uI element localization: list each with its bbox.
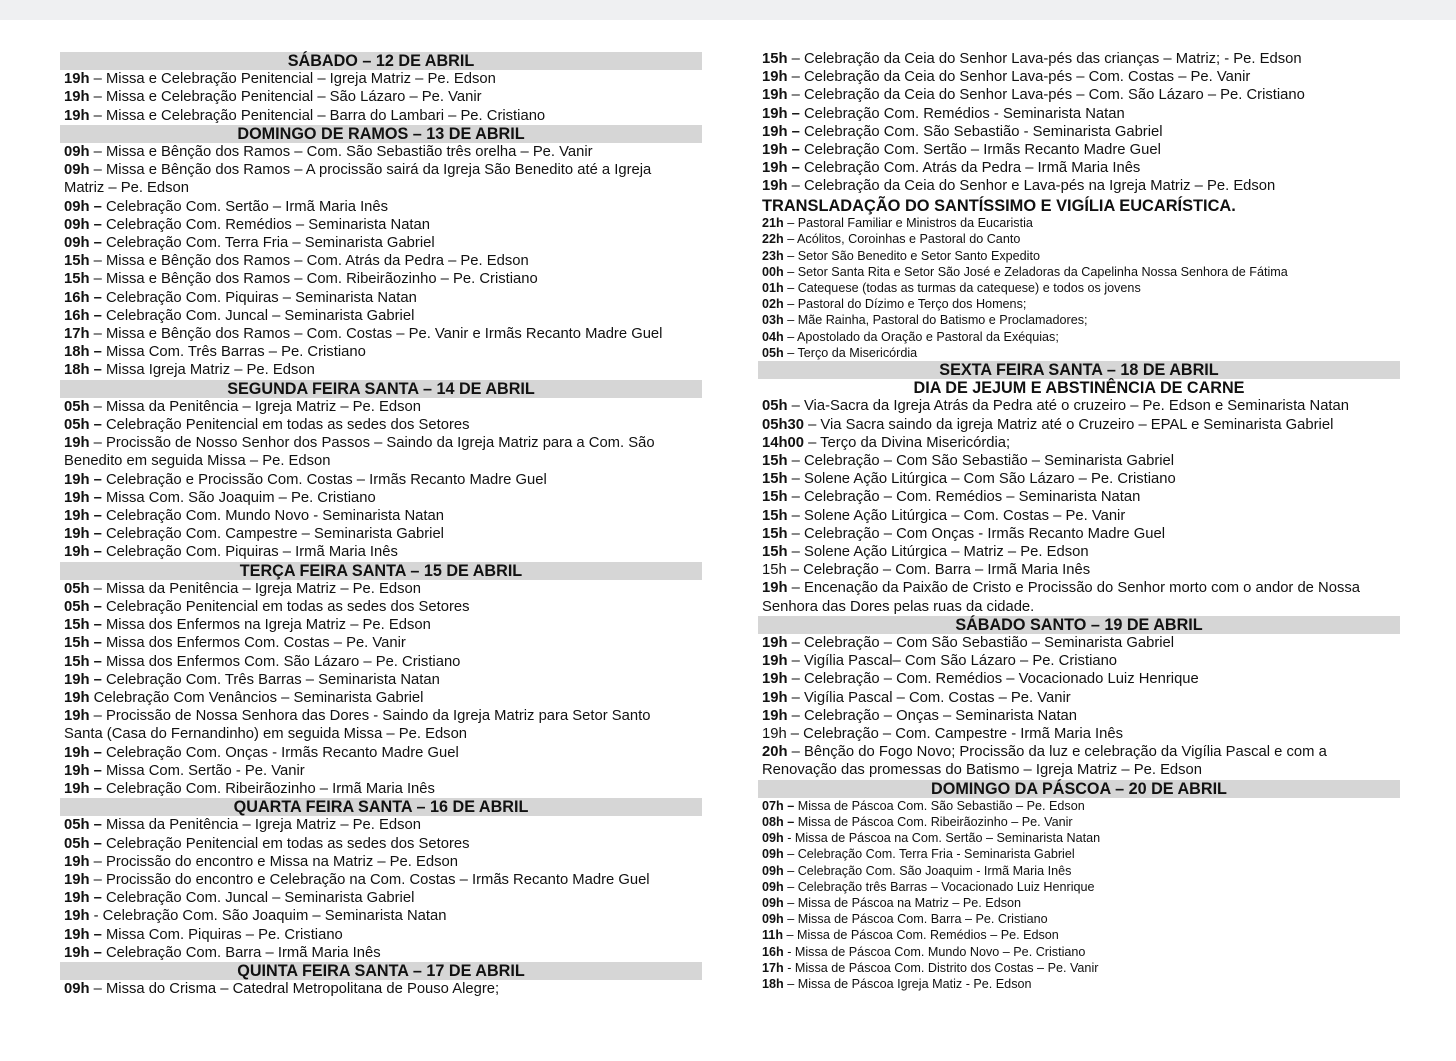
schedule-item bbox=[762, 397, 1400, 415]
schedule-time: 15h bbox=[762, 471, 788, 488]
schedule-time: 09h bbox=[64, 981, 90, 998]
schedule-item bbox=[762, 743, 1400, 761]
schedule-time: 15h bbox=[762, 543, 788, 560]
schedule-time: 18h – bbox=[64, 344, 102, 361]
schedule-time: 09h bbox=[762, 847, 784, 862]
schedule-time: 19h bbox=[64, 690, 90, 706]
schedule-item bbox=[762, 707, 1400, 725]
schedule-time: 09h bbox=[762, 879, 784, 894]
schedule-text: Celebração Com. Sertão – Irmãs Recanto Madre Guel bbox=[799, 142, 1161, 158]
schedule-time: 19h – bbox=[64, 526, 102, 543]
schedule-item bbox=[64, 835, 702, 853]
schedule-text: – Pastoral do Dízimo e Terço dos Homens; bbox=[783, 297, 1027, 312]
schedule-item bbox=[762, 177, 1400, 195]
schedule-time: 15h bbox=[762, 525, 788, 542]
schedule-text: Celebração Com. Três Barras – Seminarista Natan bbox=[101, 671, 440, 688]
schedule-item bbox=[762, 976, 1400, 992]
schedule-time: 15h bbox=[762, 51, 788, 67]
schedule-time: 11h bbox=[762, 928, 784, 943]
schedule-item bbox=[762, 105, 1400, 123]
schedule-item bbox=[64, 252, 702, 270]
schedule-text: – Mãe Rainha, Pastoral do Batismo e Proclamadores; bbox=[783, 313, 1088, 328]
schedule-item bbox=[64, 780, 702, 798]
schedule-text: Missa de Páscoa Com. Ribeirãozinho – Pe. Vanir bbox=[794, 814, 1073, 829]
schedule-item bbox=[762, 416, 1400, 434]
schedule-time: 09h bbox=[64, 144, 90, 160]
schedule-time: 19h bbox=[762, 178, 788, 195]
schedule-item bbox=[64, 361, 702, 379]
schedule-text: Celebração Com. Juncal – Seminarista Gabriel bbox=[101, 890, 415, 907]
schedule-time: 19h bbox=[64, 708, 90, 725]
schedule-item bbox=[762, 452, 1400, 470]
schedule-time: 19h – bbox=[64, 926, 102, 943]
schedule-time: 15h – bbox=[64, 635, 102, 652]
schedule-item bbox=[762, 830, 1400, 846]
schedule-item bbox=[64, 907, 702, 925]
schedule-text: – Pastoral Familiar e Ministros da Eucaristia bbox=[783, 216, 1033, 231]
schedule-text: – Celebração três Barras – Vocacionado Luiz Henrique bbox=[783, 879, 1095, 894]
schedule-time: 19h – bbox=[64, 890, 102, 907]
schedule-text: Senhora das Dores pelas ruas da cidade. bbox=[762, 598, 1035, 615]
schedule-item bbox=[762, 561, 1400, 579]
schedule-time: 19h bbox=[762, 653, 788, 670]
schedule-text: Missa dos Enfermos na Igreja Matriz – Pe. Edson bbox=[101, 617, 431, 634]
schedule-text: – Catequese (todas as turmas da catequese) e todos os jovens bbox=[783, 280, 1141, 295]
schedule-time: 05h bbox=[762, 345, 784, 360]
schedule-item bbox=[64, 452, 702, 470]
schedule-item bbox=[64, 634, 702, 652]
schedule-text: – Celebração Com. São Joaquim - Irmã Maria Inês bbox=[783, 863, 1072, 878]
schedule-item bbox=[64, 416, 702, 434]
schedule-text: Missa de Páscoa Com. São Sebastião – Pe. Edson bbox=[794, 798, 1085, 813]
schedule-text: – Missa do Crisma – Catedral Metropolitana de Pouso Alegre; bbox=[89, 981, 500, 998]
schedule-item bbox=[762, 895, 1400, 911]
schedule-text: Celebração Com. São Sebastião - Seminarista Gabriel bbox=[799, 123, 1163, 140]
schedule-item bbox=[762, 434, 1400, 452]
schedule-time: 19h bbox=[762, 634, 788, 651]
schedule-item bbox=[64, 88, 702, 106]
schedule-item bbox=[762, 846, 1400, 862]
section-header-sabado-santo-19-de-abril: SÁBADO SANTO – 19 DE ABRIL bbox=[758, 616, 1400, 634]
schedule-item bbox=[64, 926, 702, 944]
schedule-time: 19h bbox=[64, 71, 90, 88]
schedule-text: – Terço da Divina Misericórdia; bbox=[803, 434, 1011, 451]
schedule-text: – Celebração da Ceia do Senhor Lava-pés das crianças – Matriz; - Pe. Edson bbox=[787, 51, 1302, 67]
schedule-time: 15h bbox=[762, 452, 788, 469]
schedule-text: – Vigília Pascal– Com São Lázaro – Pe. Cristiano bbox=[787, 653, 1118, 670]
schedule-item bbox=[762, 141, 1400, 159]
schedule-text: – Celebração – Com São Sebastião – Seminarista Gabriel bbox=[787, 452, 1175, 469]
schedule-text: – Missa de Páscoa Com. Barra – Pe. Cristiano bbox=[783, 912, 1048, 927]
schedule-time: 05h bbox=[64, 398, 90, 415]
schedule-text: Matriz – Pe. Edson bbox=[64, 180, 190, 197]
schedule-item bbox=[762, 725, 1400, 743]
schedule-item bbox=[762, 960, 1400, 976]
section-header-dia-de-jejum-e-abstinencia-de-carne: DIA DE JEJUM E ABSTINÊNCIA DE CARNE bbox=[913, 379, 1245, 398]
schedule-text: – Celebração da Ceia do Senhor Lava-pés – Com. São Lázaro – Pe. Cristiano bbox=[787, 87, 1305, 104]
schedule-text: Celebração Com. Terra Fria – Seminarista Gabriel bbox=[101, 235, 435, 251]
schedule-text: Celebração Com. Piquiras – Seminarista Natan bbox=[101, 289, 417, 306]
schedule-time: 18h – bbox=[64, 362, 102, 379]
schedule-time: 19h bbox=[64, 908, 90, 925]
schedule-text: – Celebração – Com Onças - Irmãs Recanto Madre Guel bbox=[787, 525, 1165, 542]
schedule-text: Missa dos Enfermos Com. Costas – Pe. Vanir bbox=[101, 635, 406, 652]
schedule-item bbox=[64, 70, 702, 88]
schedule-time: 20h bbox=[762, 744, 788, 761]
schedule-text: – Bênção do Fogo Novo; Procissão da luz e celebração da Vigília Pascal e com a bbox=[787, 744, 1327, 761]
schedule-text: - Missa de Páscoa na Com. Sertão – Seminarista Natan bbox=[783, 831, 1101, 846]
schedule-item bbox=[762, 579, 1400, 597]
schedule-item bbox=[762, 652, 1400, 670]
section-header-segunda-feira-santa-14-de-abril: SEGUNDA FEIRA SANTA – 14 DE ABRIL bbox=[60, 380, 702, 398]
schedule-time: 05h bbox=[762, 398, 788, 415]
schedule-text: – Procissão do encontro e Missa na Matriz – Pe. Edson bbox=[89, 853, 458, 870]
schedule-item bbox=[762, 911, 1400, 927]
schedule-time: 19h bbox=[64, 853, 90, 870]
schedule-time: 19h – bbox=[64, 762, 102, 779]
schedule-item bbox=[762, 525, 1400, 543]
schedule-item bbox=[64, 598, 702, 616]
schedule-text: – Terço da Misericórdia bbox=[783, 345, 918, 360]
schedule-text: Benedito em seguida Missa – Pe. Edson bbox=[64, 453, 331, 470]
section-header-domingo-da-pascoa-20-de-abril: DOMINGO DA PÁSCOA – 20 DE ABRIL bbox=[758, 780, 1400, 798]
schedule-text: Celebração Com Venâncios – Seminarista Gabriel bbox=[89, 690, 424, 706]
schedule-time: 19h bbox=[762, 689, 788, 706]
schedule-text: Missa Com. Três Barras – Pe. Cristiano bbox=[101, 344, 366, 361]
section-header-sexta-feira-santa-18-de-abril: SEXTA FEIRA SANTA – 18 DE ABRIL bbox=[758, 361, 1400, 379]
schedule-item bbox=[762, 248, 1400, 264]
schedule-item bbox=[762, 879, 1400, 895]
schedule-item bbox=[64, 307, 702, 325]
schedule-text: – Missa de Páscoa Igreja Matiz - Pe. Edson bbox=[783, 976, 1032, 991]
schedule-item bbox=[64, 944, 702, 962]
schedule-time: 07h – bbox=[762, 798, 795, 813]
schedule-text: Celebração Penitencial em todas as sedes dos Setores bbox=[101, 835, 470, 852]
schedule-time: 16h – bbox=[64, 289, 102, 306]
vigil-title: TRANSLADAÇÃO DO SANTÍSSIMO E VIGÍLIA EUCARÍSTICA. bbox=[762, 196, 1236, 215]
schedule-item bbox=[762, 689, 1400, 707]
schedule-time: 09h – bbox=[64, 198, 102, 215]
schedule-item bbox=[64, 179, 702, 197]
schedule-item bbox=[762, 215, 1400, 231]
schedule-item bbox=[762, 86, 1400, 104]
schedule-time: 09h bbox=[762, 863, 784, 878]
schedule-time: 09h – bbox=[64, 216, 102, 233]
schedule-item bbox=[762, 329, 1400, 345]
schedule-text: – Celebração – Com São Sebastião – Seminarista Gabriel bbox=[787, 634, 1175, 651]
schedule-time: 19h – bbox=[64, 544, 102, 561]
schedule-item bbox=[762, 68, 1400, 86]
schedule-item bbox=[762, 761, 1400, 779]
schedule-text: – Celebração Com. Terra Fria - Seminarista Gabriel bbox=[783, 847, 1075, 862]
schedule-time: 05h bbox=[64, 580, 90, 597]
schedule-time: 09h – bbox=[64, 235, 102, 251]
schedule-time: 19h – bbox=[762, 142, 800, 158]
schedule-time: 19h – bbox=[64, 508, 102, 524]
schedule-text: – Celebração – Com. Remédios – Seminarista Natan bbox=[787, 489, 1141, 506]
schedule-item bbox=[64, 107, 702, 125]
schedule-text: Celebração Com. Atrás da Pedra – Irmã Maria Inês bbox=[799, 160, 1141, 177]
schedule-item bbox=[64, 489, 702, 507]
schedule-text: – Procissão de Nossa Senhora das Dores - Saindo da Igreja Matriz para Setor Santo bbox=[89, 708, 651, 725]
schedule-time: 09h bbox=[64, 162, 90, 179]
schedule-item bbox=[64, 234, 702, 252]
schedule-time: 01h bbox=[762, 280, 784, 295]
schedule-text: – Via Sacra saindo da igreja Matriz até o Cruzeiro – EPAL e Seminarista Gabriel bbox=[803, 416, 1334, 433]
schedule-item bbox=[762, 488, 1400, 506]
schedule-text: – Celebração da Ceia do Senhor e Lava-pés na Igreja Matriz – Pe. Edson bbox=[787, 178, 1276, 195]
section-header-sabado-12-de-abril: SÁBADO – 12 DE ABRIL bbox=[60, 52, 702, 70]
schedule-time: 03h bbox=[762, 313, 784, 328]
schedule-time: 22h bbox=[762, 232, 784, 247]
schedule-time: 05h – bbox=[64, 599, 102, 615]
schedule-time: 15h – bbox=[64, 653, 102, 670]
schedule-time: 05h – bbox=[64, 835, 102, 852]
schedule-item bbox=[762, 798, 1400, 814]
schedule-time: 19h – bbox=[64, 781, 102, 797]
schedule-time: 15h – bbox=[64, 617, 102, 634]
schedule-time: 19h bbox=[64, 435, 90, 452]
schedule-item bbox=[64, 980, 702, 998]
schedule-text: – Missa e Bênção dos Ramos – Com. Costas – Pe. Vanir e Irmãs Recanto Madre Guel bbox=[89, 326, 663, 342]
schedule-time: 14h00 bbox=[762, 434, 804, 451]
schedule-time: 09h bbox=[762, 912, 784, 927]
schedule-text: – Procissão do encontro e Celebração na Com. Costas – Irmãs Recanto Madre Guel bbox=[89, 872, 650, 888]
schedule-text: Missa dos Enfermos Com. São Lázaro – Pe. Cristiano bbox=[101, 653, 461, 670]
schedule-item bbox=[762, 670, 1400, 688]
schedule-item bbox=[762, 634, 1400, 652]
schedule-time: 09h bbox=[762, 895, 784, 910]
schedule-time: 15h bbox=[762, 507, 788, 524]
schedule-time: 19h bbox=[762, 580, 788, 597]
schedule-time: 15h bbox=[64, 253, 90, 270]
schedule-time: 19h – bbox=[64, 489, 102, 506]
schedule-text: 19h – Celebração – Com. Campestre - Irmã Maria Inês bbox=[762, 725, 1124, 742]
schedule-text: – Celebração – Com. Remédios – Vocacionado Luiz Henrique bbox=[787, 671, 1199, 688]
schedule-item bbox=[64, 343, 702, 361]
schedule-item bbox=[762, 159, 1400, 177]
schedule-time: 04h bbox=[762, 329, 784, 344]
schedule-time: 17h bbox=[762, 960, 784, 975]
schedule-time: 19h – bbox=[762, 123, 800, 140]
schedule-text: Missa Com. São Joaquim – Pe. Cristiano bbox=[101, 489, 376, 506]
schedule-text: – Vigília Pascal – Com. Costas – Pe. Vanir bbox=[787, 689, 1071, 706]
schedule-item bbox=[762, 543, 1400, 561]
schedule-text: - Missa de Páscoa Com. Distrito dos Costas – Pe. Vanir bbox=[783, 960, 1099, 975]
schedule-item bbox=[64, 398, 702, 416]
schedule-time: 19h bbox=[762, 707, 788, 724]
schedule-item bbox=[64, 744, 702, 762]
schedule-time: 16h – bbox=[64, 307, 102, 324]
schedule-item bbox=[762, 264, 1400, 280]
schedule-text: Celebração e Procissão Com. Costas – Irmãs Recanto Madre Guel bbox=[101, 471, 547, 488]
schedule-item bbox=[64, 289, 702, 307]
schedule-item bbox=[762, 345, 1400, 361]
schedule-time: 05h30 bbox=[762, 416, 804, 433]
schedule-item bbox=[64, 871, 702, 889]
schedule-text: Celebração Penitencial em todas as sedes dos Setores bbox=[101, 417, 470, 433]
schedule-text: – Missa de Páscoa Com. Remédios – Pe. Edson bbox=[783, 928, 1059, 943]
schedule-time: 05h – bbox=[64, 417, 102, 433]
schedule-time: 09h bbox=[762, 831, 784, 846]
schedule-time: 21h bbox=[762, 216, 784, 231]
schedule-text: Missa Igreja Matriz – Pe. Edson bbox=[101, 362, 315, 379]
schedule-item bbox=[64, 143, 702, 161]
schedule-text: – Celebração – Onças – Seminarista Natan bbox=[787, 707, 1078, 724]
schedule-time: 19h – bbox=[64, 744, 102, 761]
schedule-time: 19h bbox=[64, 107, 90, 124]
schedule-text: – Acólitos, Coroinhas e Pastoral do Canto bbox=[783, 232, 1021, 247]
top-bar bbox=[0, 0, 1456, 20]
schedule-item bbox=[64, 198, 702, 216]
schedule-time: 19h bbox=[762, 87, 788, 104]
schedule-time: 19h – bbox=[64, 471, 102, 488]
schedule-text: – Missa e Celebração Penitencial – Barra do Lambari – Pe. Cristiano bbox=[89, 107, 546, 124]
schedule-text: – Setor Santa Rita e Setor São José e Zeladoras da Capelinha Nossa Senhora de Fátima bbox=[783, 264, 1288, 279]
schedule-time: 23h bbox=[762, 248, 784, 263]
schedule-item bbox=[64, 707, 702, 725]
schedule-text: Missa Com. Piquiras – Pe. Cristiano bbox=[101, 926, 343, 943]
schedule-text: – Celebração da Ceia do Senhor Lava-pés – Com. Costas – Pe. Vanir bbox=[787, 69, 1251, 86]
schedule-time: 19h bbox=[762, 671, 788, 688]
schedule-item bbox=[64, 507, 702, 525]
schedule-time: 18h bbox=[762, 976, 784, 991]
schedule-text: Celebração Com. Ribeirãozinho – Irmã Maria Inês bbox=[101, 781, 435, 797]
schedule-time: 02h bbox=[762, 297, 784, 312]
schedule-text: Celebração Com. Juncal – Seminarista Gabriel bbox=[101, 307, 415, 324]
schedule-text: – Missa e Celebração Penitencial – Igreja Matriz – Pe. Edson bbox=[89, 71, 496, 88]
schedule-item bbox=[762, 123, 1400, 141]
schedule-item bbox=[762, 280, 1400, 296]
schedule-item bbox=[64, 471, 702, 489]
schedule-text: – Missa da Penitência – Igreja Matriz – Pe. Edson bbox=[89, 398, 421, 415]
schedule-text: Celebração Penitencial em todas as sedes dos Setores bbox=[101, 599, 470, 615]
schedule-item bbox=[762, 944, 1400, 960]
schedule-item bbox=[64, 889, 702, 907]
schedule-time: 15h bbox=[64, 271, 90, 288]
schedule-time: 19h – bbox=[64, 671, 102, 688]
schedule-item bbox=[64, 671, 702, 689]
schedule-text: Missa Com. Sertão - Pe. Vanir bbox=[101, 762, 305, 779]
schedule-item bbox=[762, 507, 1400, 525]
schedule-item bbox=[64, 325, 702, 343]
schedule-item bbox=[64, 725, 702, 743]
schedule-text: – Missa e Celebração Penitencial – São Lázaro – Pe. Vanir bbox=[89, 89, 482, 106]
schedule-time: 19h – bbox=[762, 160, 800, 177]
schedule-text: – Encenação da Paixão de Cristo e Procissão do Senhor morto com o andor de Nossa bbox=[787, 580, 1360, 597]
schedule-text: – Missa da Penitência – Igreja Matriz – Pe. Edson bbox=[89, 580, 421, 597]
schedule-text: – Solene Ação Litúrgica – Matriz – Pe. Edson bbox=[787, 543, 1089, 560]
schedule-text: 15h – Celebração – Com. Barra – Irmã Maria Inês bbox=[762, 562, 1091, 579]
schedule-item bbox=[762, 50, 1400, 68]
schedule-item bbox=[762, 312, 1400, 328]
schedule-time: 08h – bbox=[762, 814, 795, 829]
schedule-time: 19h bbox=[64, 89, 90, 106]
schedule-text: – Setor São Benedito e Setor Santo Expedito bbox=[783, 248, 1040, 263]
section-header-quinta-feira-santa-17-de-abril: QUINTA FEIRA SANTA – 17 DE ABRIL bbox=[60, 962, 702, 980]
schedule-item bbox=[64, 689, 702, 707]
schedule-item bbox=[762, 814, 1400, 830]
schedule-text: Celebração Com. Onças - Irmãs Recanto Madre Guel bbox=[101, 744, 459, 761]
schedule-item bbox=[64, 543, 702, 561]
schedule-time: 19h bbox=[762, 69, 788, 86]
schedule-item bbox=[762, 231, 1400, 247]
schedule-text: Celebração Com. Campestre – Seminarista Gabriel bbox=[101, 526, 444, 543]
schedule-text: – Solene Ação Litúrgica – Com São Lázaro – Pe. Cristiano bbox=[787, 471, 1176, 488]
schedule-text: – Missa e Bênção dos Ramos – A procissão sairá da Igreja São Benedito até a Igreja bbox=[89, 162, 652, 179]
schedule-text: – Apostolado da Oração e Pastoral da Exéquias; bbox=[783, 329, 1059, 344]
schedule-text: Celebração Com. Remédios – Seminarista Natan bbox=[101, 216, 430, 233]
schedule-time: 19h – bbox=[762, 105, 800, 122]
schedule-text: – Missa e Bênção dos Ramos – Com. São Sebastião três orelha – Pe. Vanir bbox=[89, 144, 593, 160]
schedule-time: 19h – bbox=[64, 944, 102, 961]
schedule-text: Celebração Com. Barra – Irmã Maria Inês bbox=[101, 944, 381, 961]
schedule-item bbox=[64, 853, 702, 871]
schedule-item bbox=[64, 161, 702, 179]
schedule-item bbox=[762, 598, 1400, 616]
schedule-text: Celebração Com. Mundo Novo - Seminarista Natan bbox=[101, 508, 444, 524]
schedule-item bbox=[64, 434, 702, 452]
schedule-text: Missa da Penitência – Igreja Matriz – Pe. Edson bbox=[101, 817, 421, 834]
schedule-time: 05h – bbox=[64, 817, 102, 834]
schedule-time: 15h bbox=[762, 489, 788, 506]
schedule-item bbox=[762, 296, 1400, 312]
schedule-text: - Missa de Páscoa Com. Mundo Novo – Pe. Cristiano bbox=[783, 944, 1086, 959]
schedule-text: Renovação das promessas do Batismo – Igreja Matriz – Pe. Edson bbox=[762, 762, 1203, 779]
schedule-text: – Missa e Bênção dos Ramos – Com. Ribeirãozinho – Pe. Cristiano bbox=[89, 271, 538, 288]
schedule-text: – Solene Ação Litúrgica – Com. Costas – Pe. Vanir bbox=[787, 507, 1126, 524]
schedule-time: 16h bbox=[762, 944, 784, 959]
schedule-text: - Celebração Com. São Joaquim – Seminarista Natan bbox=[89, 908, 447, 925]
schedule-item bbox=[64, 816, 702, 834]
schedule-text: – Missa de Páscoa na Matriz – Pe. Edson bbox=[783, 895, 1022, 910]
schedule-text: Celebração Com. Remédios - Seminarista Natan bbox=[799, 105, 1125, 122]
section-header-quarta-feira-santa-16-de-abril: QUARTA FEIRA SANTA – 16 DE ABRIL bbox=[60, 798, 702, 816]
schedule-item bbox=[64, 762, 702, 780]
schedule-item bbox=[762, 927, 1400, 943]
schedule-text: Celebração Com. Piquiras – Irmã Maria Inês bbox=[101, 544, 398, 561]
schedule-text: – Procissão de Nosso Senhor dos Passos – Saindo da Igreja Matriz para a Com. São bbox=[89, 435, 655, 452]
schedule-item bbox=[64, 525, 702, 543]
schedule-item bbox=[64, 653, 702, 671]
schedule-time: 17h bbox=[64, 326, 90, 342]
schedule-item bbox=[64, 616, 702, 634]
section-header-domingo-de-ramos-13-de-abril: DOMINGO DE RAMOS – 13 DE ABRIL bbox=[60, 125, 702, 143]
schedule-text: Celebração Com. Sertão – Irmã Maria Inês bbox=[101, 198, 389, 215]
schedule-text: Santa (Casa do Fernandinho) em seguida Missa – Pe. Edson bbox=[64, 726, 468, 743]
schedule-text: – Via-Sacra da Igreja Atrás da Pedra até o cruzeiro – Pe. Edson e Seminarista Natan bbox=[787, 398, 1350, 415]
schedule-time: 00h bbox=[762, 264, 784, 279]
schedule-item bbox=[762, 863, 1400, 879]
schedule-item bbox=[64, 580, 702, 598]
section-header-terca-feira-santa-15-de-abril: TERÇA FEIRA SANTA – 15 DE ABRIL bbox=[60, 562, 702, 580]
schedule-text: – Missa e Bênção dos Ramos – Com. Atrás da Pedra – Pe. Edson bbox=[89, 253, 529, 270]
schedule-time: 19h bbox=[64, 872, 90, 888]
schedule-item bbox=[762, 470, 1400, 488]
schedule-item bbox=[64, 216, 702, 234]
schedule-item bbox=[64, 270, 702, 288]
